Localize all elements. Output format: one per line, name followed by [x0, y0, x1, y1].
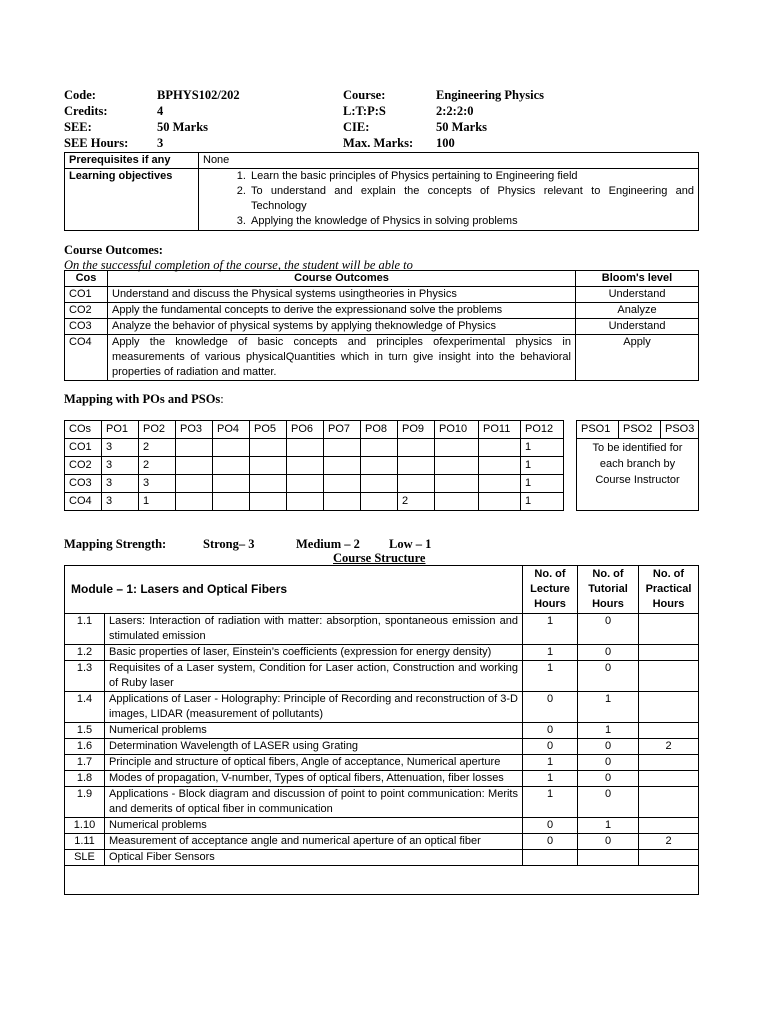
tutorial-hours: 0	[578, 755, 639, 771]
po-value-cell: 2	[139, 457, 176, 475]
po-value-cell	[213, 493, 250, 511]
mapping-title-text: Mapping with POs and PSOs	[64, 392, 221, 406]
po-value-cell: 3	[102, 475, 139, 493]
co-level: Understand	[576, 319, 699, 335]
po-value-cell	[250, 439, 287, 457]
tutorial-hours: 1	[578, 692, 639, 723]
po-value-cell	[250, 457, 287, 475]
co-id: CO2	[65, 303, 108, 319]
col-practical: No. of Practical Hours	[639, 566, 699, 614]
table-row	[65, 755, 699, 771]
tutorial-hours: 1	[578, 818, 639, 834]
col-outcomes: Course Outcomes	[108, 271, 576, 287]
po-value-cell	[324, 457, 361, 475]
table-row	[65, 614, 699, 645]
module-item-number: 1.1	[65, 614, 105, 645]
practical-hours	[639, 850, 699, 866]
module-item-topic: Numerical problems	[105, 818, 523, 834]
table-row	[65, 723, 699, 739]
module-item-topic: Applications - Block diagram and discussion of point to point communication: Merits and demerits of optical fiber in communication	[105, 787, 523, 818]
po-value-cell: 3	[102, 493, 139, 511]
po-value-cell	[324, 493, 361, 511]
col-blooms: Bloom's level	[576, 271, 699, 287]
practical-hours	[639, 787, 699, 818]
lecture-hours: 0	[523, 692, 578, 723]
table-row	[65, 645, 699, 661]
mapping-title-colon: :	[220, 392, 224, 406]
lecture-hours: 1	[523, 771, 578, 787]
table-row	[65, 335, 699, 381]
po-value-cell	[250, 493, 287, 511]
co-id: CO1	[65, 287, 108, 303]
pso-header-cell: PSO2	[619, 421, 661, 439]
objectives-label: Learning objectives	[65, 169, 199, 231]
po-value-cell	[479, 457, 521, 475]
lecture-hours: 1	[523, 614, 578, 645]
module-item-number: 1.4	[65, 692, 105, 723]
module-item-topic: Measurement of acceptance angle and numerical aperture of an optical fiber	[105, 834, 523, 850]
practical-hours	[639, 723, 699, 739]
header-row	[64, 135, 704, 151]
po-row-label: CO1	[65, 439, 102, 457]
tutorial-hours	[578, 850, 639, 866]
po-header-cell: PO11	[479, 421, 521, 439]
po-value-cell	[250, 475, 287, 493]
po-value-cell	[435, 493, 479, 511]
practical-hours	[639, 661, 699, 692]
cie-value: 50 Marks	[436, 120, 488, 134]
po-value-cell	[435, 439, 479, 457]
module-item-number: 1.5	[65, 723, 105, 739]
po-row-label: CO2	[65, 457, 102, 475]
module-item-topic: Principle and structure of optical fibers, Angle of acceptance, Numerical aperture	[105, 755, 523, 771]
tutorial-hours: 0	[578, 739, 639, 755]
module-item-topic: Numerical problems	[105, 723, 523, 739]
po-value-cell	[213, 439, 250, 457]
see-hours-label: SEE Hours:	[64, 136, 129, 150]
practical-hours	[639, 692, 699, 723]
co-level: Understand	[576, 287, 699, 303]
module-item-topic: Requisites of a Laser system, Condition for Laser action, Construction and working of Ruby laser	[105, 661, 523, 692]
pso-note: To be identified for each branch by Course Instructor	[577, 439, 699, 511]
co-text: Understand and discuss the Physical systems usingtheories in Physics	[108, 287, 576, 303]
po-value-cell	[479, 493, 521, 511]
po-header-cell: PO4	[213, 421, 250, 439]
prerequisites-table	[64, 152, 699, 231]
po-value-cell	[398, 439, 435, 457]
po-header-cell: PO6	[287, 421, 324, 439]
course-structure-table	[64, 565, 699, 895]
max-marks-value: 100	[436, 136, 455, 150]
po-header-cell: PO9	[398, 421, 435, 439]
table-row	[65, 739, 699, 755]
lecture-hours: 0	[523, 818, 578, 834]
po-value-cell	[361, 457, 398, 475]
po-value-cell: 3	[139, 475, 176, 493]
practical-hours	[639, 755, 699, 771]
objectives-cell	[199, 169, 699, 231]
practical-hours: 2	[639, 739, 699, 755]
po-value-cell: 2	[139, 439, 176, 457]
tutorial-hours: 0	[578, 614, 639, 645]
po-value-cell: 3	[102, 439, 139, 457]
po-value-cell	[287, 439, 324, 457]
table-row	[65, 818, 699, 834]
module-item-topic: Lasers: Interaction of radiation with matter: absorption, spontaneous emission and stimulated emission	[105, 614, 523, 645]
co-text: Apply the fundamental concepts to derive the expressionand solve the problems	[108, 303, 576, 319]
po-value-cell	[176, 475, 213, 493]
tutorial-hours: 0	[578, 787, 639, 818]
module-item-number: 1.7	[65, 755, 105, 771]
practical-hours: 2	[639, 834, 699, 850]
course-outcomes-table	[64, 270, 699, 381]
module-item-topic: Modes of propagation, V-number, Types of optical fibers, Attenuation, fiber losses	[105, 771, 523, 787]
course-outcomes-subheading: On the successful completion of the course, the student will be able to	[64, 258, 413, 272]
lecture-hours: 1	[523, 755, 578, 771]
table-row	[65, 834, 699, 850]
lecture-hours: 1	[523, 645, 578, 661]
header-row	[64, 119, 704, 135]
po-value-cell: 1	[521, 493, 564, 511]
co-level: Analyze	[576, 303, 699, 319]
po-value-cell: 2	[398, 493, 435, 511]
module-item-topic: Basic properties of laser, Einstein’s coefficients (expression for energy density)	[105, 645, 523, 661]
lecture-hours	[523, 850, 578, 866]
po-value-cell	[361, 475, 398, 493]
course-label: Course:	[343, 88, 386, 102]
lecture-hours: 1	[523, 661, 578, 692]
tutorial-hours: 0	[578, 834, 639, 850]
table-row	[65, 692, 699, 723]
credits-value: 4	[157, 104, 164, 118]
po-gap-cell	[564, 421, 577, 511]
po-header-row	[65, 421, 699, 439]
module-item-number: SLE	[65, 850, 105, 866]
po-header-cell: COs	[65, 421, 102, 439]
strength-low: Low – 1	[389, 537, 432, 551]
co-id: CO4	[65, 335, 108, 381]
po-value-cell	[435, 475, 479, 493]
objective-item: 3. Applying the knowledge of Physics in solving problems	[249, 214, 694, 229]
ltps-label: L:T:P:S	[343, 104, 386, 118]
objective-item: 2. To understand and explain the concepts of Physics relevant to Engineering and Technology	[249, 184, 694, 214]
co-level: Apply	[576, 335, 699, 381]
course-outcomes-heading: Course Outcomes:	[64, 243, 163, 257]
lecture-hours: 0	[523, 723, 578, 739]
po-value-cell	[176, 457, 213, 475]
course-structure-title: Course Structure	[333, 551, 426, 565]
po-value-cell	[324, 475, 361, 493]
lecture-hours: 0	[523, 739, 578, 755]
po-value-cell	[398, 475, 435, 493]
module-item-number: 1.6	[65, 739, 105, 755]
credits-label: Credits:	[64, 104, 108, 118]
header-row	[64, 87, 704, 103]
co-text: Analyze the behavior of physical systems by applying theknowledge of Physics	[108, 319, 576, 335]
code-label: Code:	[64, 88, 96, 102]
po-value-cell: 1	[521, 457, 564, 475]
po-header-cell: PO3	[176, 421, 213, 439]
po-value-cell	[398, 457, 435, 475]
col-lecture: No. of Lecture Hours	[523, 566, 578, 614]
practical-hours	[639, 614, 699, 645]
see-value: 50 Marks	[157, 120, 209, 134]
prereq-label: Prerequisites if any	[65, 153, 199, 169]
table-row	[65, 287, 699, 303]
pso-header-cell: PSO3	[661, 421, 699, 439]
prereq-value: None	[199, 153, 699, 169]
po-header-cell: PO8	[361, 421, 398, 439]
table-row	[65, 319, 699, 335]
max-marks-label: Max. Marks:	[343, 136, 414, 150]
module-item-topic: Applications of Laser - Holography: Principle of Recording and reconstruction of 3-D images, LIDAR (measurement of pollutants)	[105, 692, 523, 723]
objective-item: 1. Learn the basic principles of Physics pertaining to Engineering field	[249, 169, 694, 184]
table-row	[65, 439, 699, 457]
table-row	[65, 303, 699, 319]
po-value-cell	[176, 439, 213, 457]
module-item-number: 1.10	[65, 818, 105, 834]
co-id: CO3	[65, 319, 108, 335]
table-row	[65, 771, 699, 787]
po-row-label: CO4	[65, 493, 102, 511]
mapping-title	[64, 392, 224, 407]
po-header-cell: PO7	[324, 421, 361, 439]
pso-header-cell: PSO1	[577, 421, 619, 439]
table-row	[65, 661, 699, 692]
header-row	[64, 103, 704, 119]
module-item-number: 1.11	[65, 834, 105, 850]
cie-label: CIE:	[343, 120, 370, 134]
po-value-cell	[361, 439, 398, 457]
code-value: BPHYS102/202	[157, 88, 240, 102]
course-header	[64, 87, 704, 151]
module-item-number: 1.9	[65, 787, 105, 818]
module-item-number: 1.3	[65, 661, 105, 692]
po-mapping-table	[64, 420, 699, 511]
see-hours-value: 3	[157, 136, 164, 150]
table-row	[65, 787, 699, 818]
ltps-value: 2:2:2:0	[436, 104, 474, 118]
course-value: Engineering Physics	[436, 88, 544, 102]
po-header-cell: PO5	[250, 421, 287, 439]
po-value-cell	[176, 493, 213, 511]
practical-hours	[639, 771, 699, 787]
see-label: SEE:	[64, 120, 92, 134]
col-tutorial: No. of Tutorial Hours	[578, 566, 639, 614]
po-header-cell: PO1	[102, 421, 139, 439]
po-value-cell	[479, 439, 521, 457]
po-value-cell	[287, 493, 324, 511]
module-item-number: 1.2	[65, 645, 105, 661]
col-cos: Cos	[65, 271, 108, 287]
strength-strong: Strong– 3	[203, 537, 255, 551]
po-header-cell: PO12	[521, 421, 564, 439]
po-value-cell	[479, 475, 521, 493]
po-value-cell	[287, 457, 324, 475]
po-header-cell: PO10	[435, 421, 479, 439]
lecture-hours: 1	[523, 787, 578, 818]
strength-label: Mapping Strength:	[64, 537, 167, 551]
po-value-cell	[361, 493, 398, 511]
module-item-topic: Determination Wavelength of LASER using Grating	[105, 739, 523, 755]
module-item-number: 1.8	[65, 771, 105, 787]
tutorial-hours: 0	[578, 645, 639, 661]
module-item-topic: Optical Fiber Sensors	[105, 850, 523, 866]
po-header-cell: PO2	[139, 421, 176, 439]
po-value-cell	[287, 475, 324, 493]
po-value-cell: 3	[102, 457, 139, 475]
po-value-cell	[213, 457, 250, 475]
tutorial-hours: 1	[578, 723, 639, 739]
po-value-cell: 1	[521, 475, 564, 493]
po-value-cell: 1	[139, 493, 176, 511]
po-value-cell: 1	[521, 439, 564, 457]
po-value-cell	[435, 457, 479, 475]
module-title: Module – 1: Lasers and Optical Fibers	[65, 566, 523, 614]
table-row	[65, 850, 699, 866]
tutorial-hours: 0	[578, 661, 639, 692]
tutorial-hours: 0	[578, 771, 639, 787]
lecture-hours: 0	[523, 834, 578, 850]
practical-hours	[639, 645, 699, 661]
co-text: Apply the knowledge of basic concepts and principles ofexperimental physics in measurements of various physicalQuantities which in turn give insight into the behavioral properties of radiation and matter.	[108, 335, 576, 381]
po-value-cell	[324, 439, 361, 457]
strength-medium: Medium – 2	[296, 537, 360, 551]
empty-row	[65, 866, 699, 895]
practical-hours	[639, 818, 699, 834]
po-row-label: CO3	[65, 475, 102, 493]
po-value-cell	[213, 475, 250, 493]
